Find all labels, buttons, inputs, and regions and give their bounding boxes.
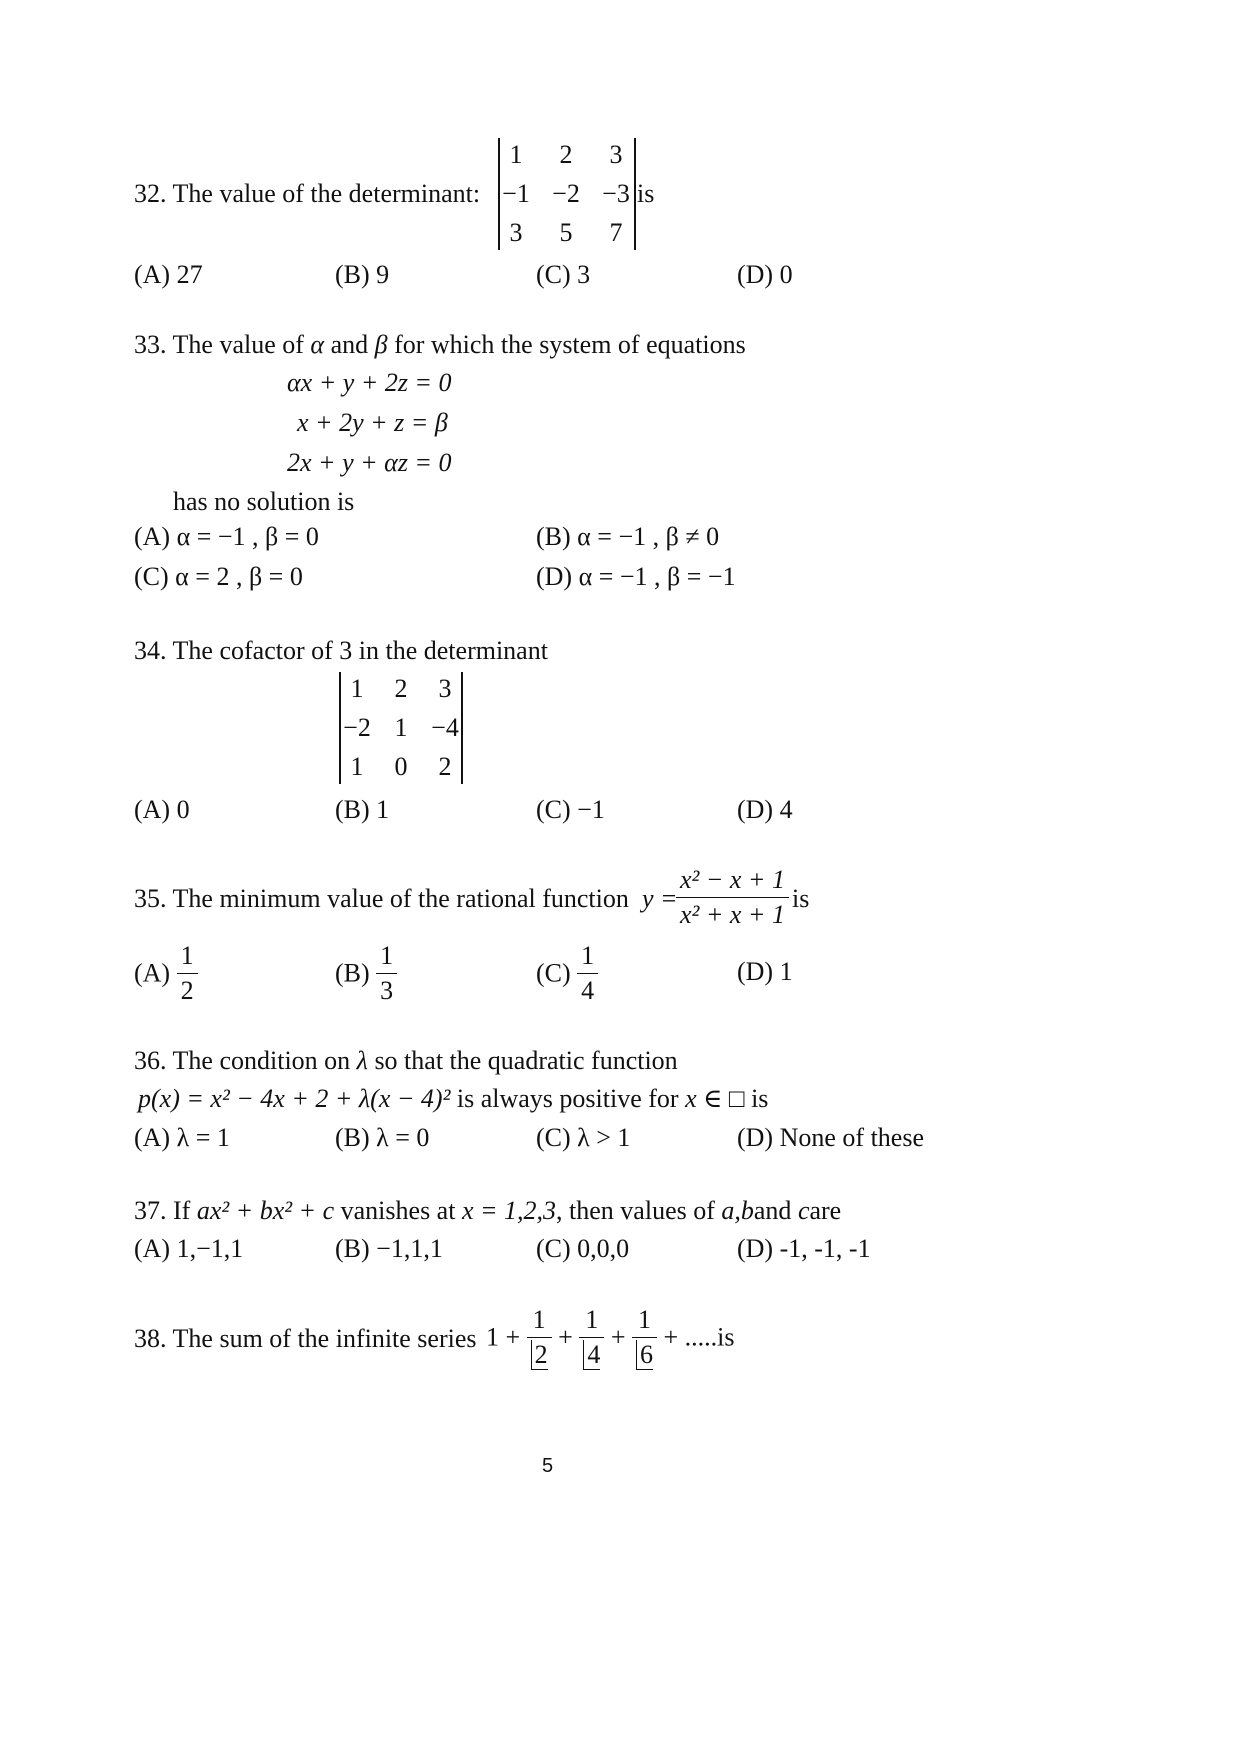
q35-option-b-num: 1 xyxy=(376,943,397,974)
q36-line-2 xyxy=(138,1086,768,1112)
q35-option-c-num: 1 xyxy=(577,943,598,974)
q38-term1-num: 1 xyxy=(527,1307,552,1338)
q34-stem xyxy=(134,638,548,664)
q35-stem: 35. The minimum value of the rational function xyxy=(134,884,629,913)
q34-m11: 1 xyxy=(394,713,408,742)
q37-stem xyxy=(134,1198,841,1224)
q34-three: 3 xyxy=(339,636,353,665)
q35-option-a xyxy=(134,943,198,1004)
q37-stem-b: vanishes at xyxy=(340,1196,456,1225)
q36-option-c: (C) λ > 1 xyxy=(536,1123,631,1152)
q33-equation-3: 2x + y + αz = 0 xyxy=(287,448,452,477)
q37-ab: a,b xyxy=(721,1196,754,1225)
q32-option-c: (C) 3 xyxy=(536,260,591,289)
q34-option-a: (A) 0 xyxy=(134,795,190,824)
q32-stem: 32. The value of the determinant: xyxy=(134,179,481,208)
page-number: 5 xyxy=(542,1455,554,1477)
q33-tail: has no solution is xyxy=(173,487,355,516)
q35-fraction xyxy=(676,867,789,928)
q34-m10: −2 xyxy=(343,713,371,742)
q36-domain: x ∈ □ xyxy=(685,1084,745,1113)
q37-are: are xyxy=(809,1196,842,1225)
q32-m21: 5 xyxy=(559,218,573,247)
q36-mid: is always positive for xyxy=(456,1084,679,1113)
q38-stem: 38. The sum of the infinite series xyxy=(134,1324,477,1353)
q34-m22: 2 xyxy=(438,752,452,781)
q38-term1-den: 2 xyxy=(531,1340,548,1370)
q34-determinant xyxy=(339,672,463,784)
q38-plus-2: + xyxy=(610,1322,626,1352)
q32-option-a: (A) 27 xyxy=(134,260,203,289)
q37-option-a: (A) 1,−1,1 xyxy=(134,1234,244,1263)
q38-term2-num: 1 xyxy=(579,1307,604,1338)
q33-option-b: (B) α = −1 , β ≠ 0 xyxy=(536,522,720,551)
q37-option-c: (C) 0,0,0 xyxy=(536,1234,630,1263)
q32-m10: −1 xyxy=(502,179,530,208)
q34-stem-b: in the determinant xyxy=(358,636,548,665)
q35-numerator: x² − x + 1 xyxy=(676,867,789,898)
q36-option-d: (D) None of these xyxy=(737,1123,924,1152)
q32-m22: 7 xyxy=(609,218,623,247)
q38-tail: + .....is xyxy=(663,1322,735,1352)
q35-lhs: y = xyxy=(642,884,678,913)
q34-m12: −4 xyxy=(431,713,459,742)
q34-m21: 0 xyxy=(394,752,408,781)
q38-one: 1 + xyxy=(486,1322,521,1352)
q32-m00: 1 xyxy=(509,140,523,169)
q35-option-b-label: (B) xyxy=(335,958,370,988)
q36-expr: p(x) = x² − 4x + 2 + λ(x − 4)² xyxy=(138,1084,451,1113)
q32-m11: −2 xyxy=(552,179,580,208)
q34-m01: 2 xyxy=(394,674,408,703)
q33-beta: β xyxy=(374,330,388,359)
q37-stem-c: , then values of xyxy=(556,1196,715,1225)
q37-expr: ax² + bx² + c xyxy=(196,1196,335,1225)
q35-option-a-num: 1 xyxy=(177,943,198,974)
q35-option-d: (D) 1 xyxy=(737,957,793,986)
q33-option-c: (C) α = 2 , β = 0 xyxy=(134,562,303,591)
q38-term2-den: 4 xyxy=(583,1340,600,1370)
q33-alpha: α xyxy=(310,330,325,359)
q35-tail: is xyxy=(792,884,810,913)
q35-denominator: x² + x + 1 xyxy=(680,900,785,929)
q38-series xyxy=(486,1307,735,1368)
q33-stem-a: 33. The value of xyxy=(134,330,304,359)
q38-plus-1: + xyxy=(558,1322,573,1352)
q37-xvals: x = 1,2,3 xyxy=(461,1196,557,1225)
q36-lambda: λ xyxy=(356,1046,368,1075)
q34-option-c: (C) −1 xyxy=(536,795,605,824)
q35-option-c-label: (C) xyxy=(536,958,571,988)
q33-and: and xyxy=(330,330,369,359)
q33-stem-b: for which the system of equations xyxy=(394,330,746,359)
q35-option-c xyxy=(536,943,598,1004)
q33-equation-2: x + 2y + z = β xyxy=(297,408,448,437)
q33-option-a: (A) α = −1 , β = 0 xyxy=(134,522,319,551)
q35-option-b-den: 3 xyxy=(380,976,394,1005)
q35-option-a-label: (A) xyxy=(134,958,171,988)
q36-stem-b: so that the quadratic function xyxy=(374,1046,678,1075)
q32-m20: 3 xyxy=(509,218,523,247)
q36-stem xyxy=(134,1048,678,1074)
q34-option-b: (B) 1 xyxy=(335,795,390,824)
q32-m02: 3 xyxy=(609,140,623,169)
q33-option-d: (D) α = −1 , β = −1 xyxy=(536,562,736,591)
q32-m01: 2 xyxy=(559,140,573,169)
q32-option-b: (B) 9 xyxy=(335,260,390,289)
q34-m20: 1 xyxy=(350,752,364,781)
q36-option-b: (B) λ = 0 xyxy=(335,1123,430,1152)
q34-option-d: (D) 4 xyxy=(737,795,793,824)
q35-option-b xyxy=(335,943,397,1004)
q32-tail: is xyxy=(637,179,655,208)
q36-tail: is xyxy=(751,1084,769,1113)
q32-determinant xyxy=(498,138,636,250)
q36-stem-a: 36. The condition on xyxy=(134,1046,351,1075)
q37-stem-a: 37. If xyxy=(134,1196,191,1225)
q37-and: and xyxy=(753,1196,792,1225)
q37-c: c xyxy=(797,1196,810,1225)
q32-m12: −3 xyxy=(602,179,630,208)
q38-term3-num: 1 xyxy=(632,1307,657,1338)
q35-option-c-den: 4 xyxy=(581,976,595,1005)
q35-option-a-den: 2 xyxy=(180,976,194,1005)
q37-option-d: (D) -1, -1, -1 xyxy=(737,1234,871,1263)
q36-option-a: (A) λ = 1 xyxy=(134,1123,230,1152)
q34-m00: 1 xyxy=(350,674,364,703)
q34-m02: 3 xyxy=(438,674,452,703)
q33-equation-1: αx + y + 2z = 0 xyxy=(287,368,452,397)
q33-stem xyxy=(134,332,746,358)
q38-term3-den: 6 xyxy=(636,1340,653,1370)
q37-option-b: (B) −1,1,1 xyxy=(335,1234,443,1263)
q34-stem-a: 34. The cofactor of xyxy=(134,636,333,665)
q32-option-d: (D) 0 xyxy=(737,260,793,289)
